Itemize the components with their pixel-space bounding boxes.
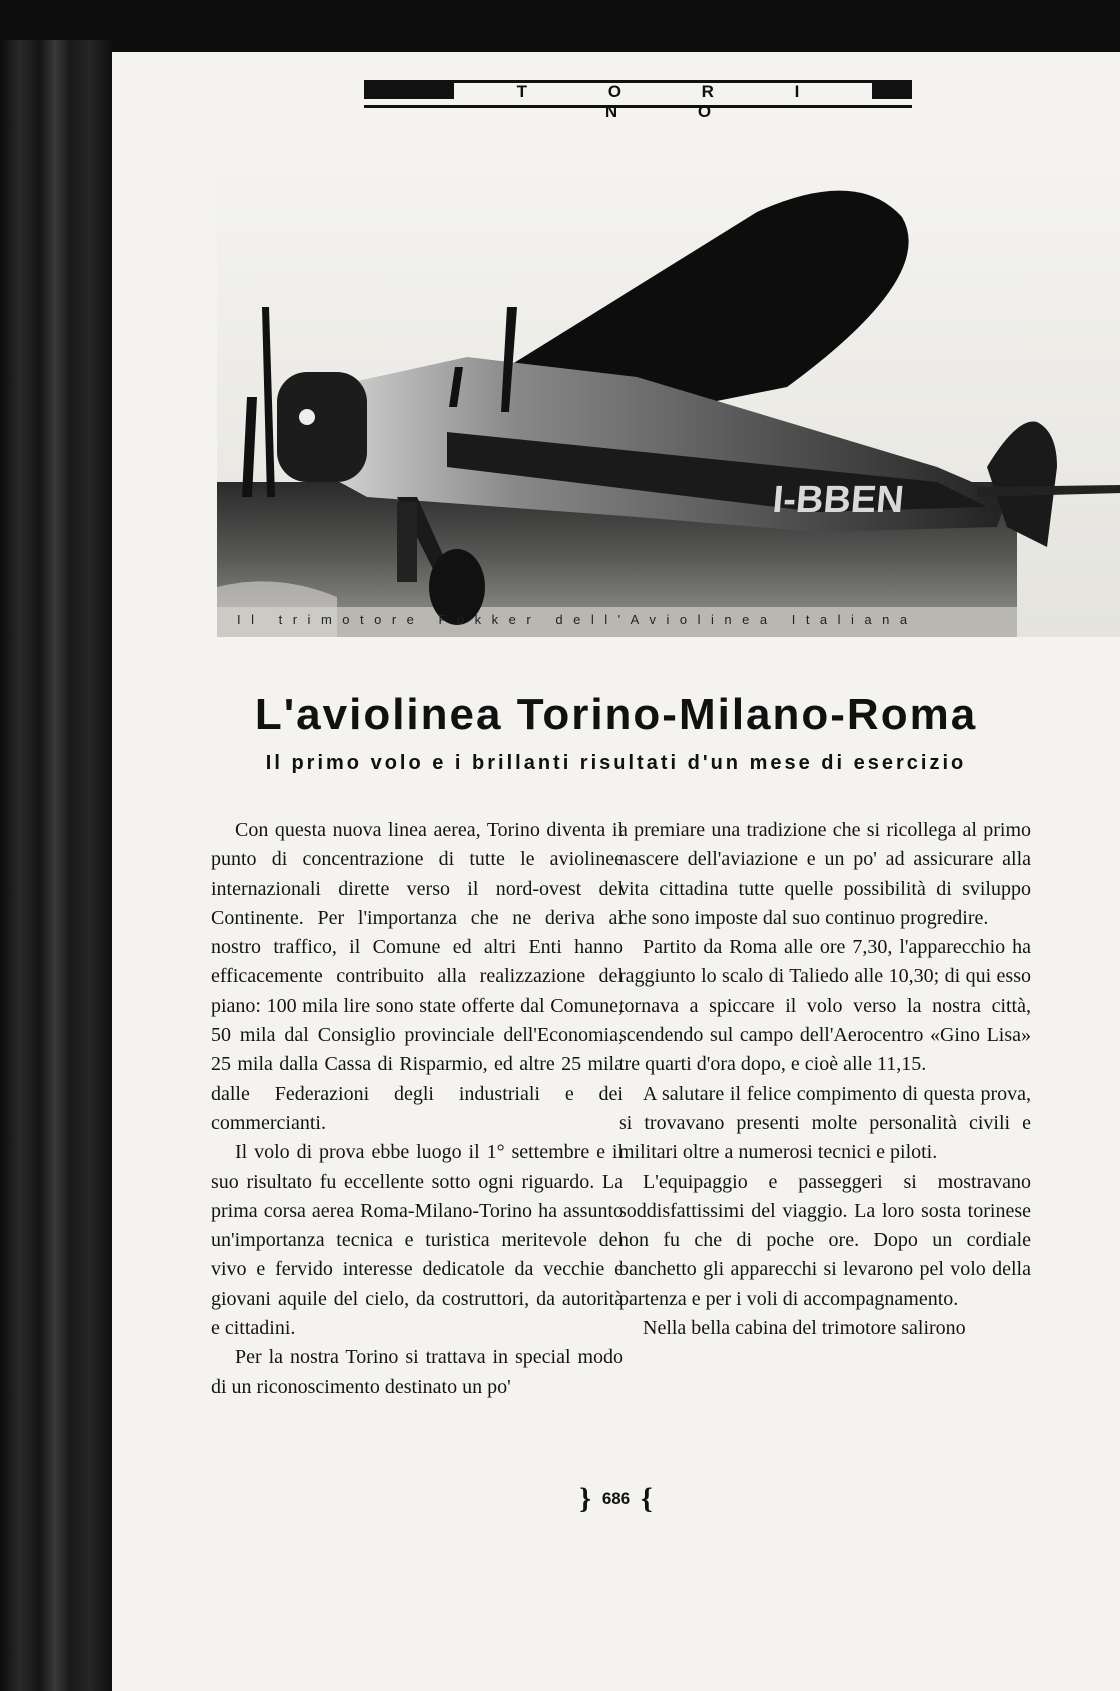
page-number [112,1482,1120,1516]
paragraph: L'equipaggio e passeggeri si mostravano soddisfattissimi del viaggio. La loro sosta torinese non fu che di poche ore. Dopo un cordiale banchetto gli apparecchi si levarono pel volo della partenza e per i voli di accompagnamento. [619,1170,1031,1310]
paragraph: Per la nostra Torino si trattava in special modo di un riconoscimento destinato un po' [211,1346,623,1398]
running-head-ornament-left [364,83,454,99]
scan-border-top [0,0,1120,52]
running-head-ornament-right [872,83,912,99]
book-spine [0,40,112,1691]
fokker-trimotor-photo [217,167,1120,637]
registration-mark: I-BBEN [771,479,906,521]
paragraph: Con questa nuova linea aerea, Torino diventa il punto di concentrazione di tutte le aviolinee internazionali dirette verso il nord-ovest del Continente. Per l'importanza che ne deriva al nostro traffico, il Comune ed altri Enti hanno efficacemente contribuito alla realizzazione del piano: 100 mila lire sono state offerte dal Comune, 50 mila dal Consiglio provinciale dell'Economia, 25 mila dalla Cassa di Risparmio, ed altre 25 mila dalle Federazioni degli industriali e dei commercianti. [211,819,623,1134]
folio-bracket-left: } [579,1482,592,1515]
paragraph: a premiare una tradizione che si ricollega al primo nascere dell'aviazione e un po' ad assicurare alla vita cittadina tutte quelle possibilità di sviluppo che sono imposte dal suo continuo progredire. [619,819,1031,929]
page-number-value: 686 [601,1489,631,1508]
running-head [364,80,912,121]
article-title: L'aviolinea Torino-Milano-Roma [254,690,978,739]
running-head-text: T O R I N O [516,82,838,121]
folio-bracket-right: { [640,1482,653,1515]
article-subtitle: Il primo volo e i brillanti risultati d'un mese di esercizio [265,752,967,774]
paragraph: Il volo di prova ebbe luogo il 1° settembre e il suo risultato fu eccellente sotto ogni riguardo. La prima corsa aerea Roma-Milano-Torino ha assunto un'importanza tecnica e turistica meritevole del vivo e fervido interesse dedicatole da vecchie e giovani aquile del cielo, da costruttori, da autorità e cittadini. [211,1141,623,1340]
text-column-right [619,816,1031,1343]
text-column-left [211,816,623,1402]
magazine-page [112,52,1120,1691]
paragraph: Partito da Roma alle ore 7,30, l'apparecchio ha raggiunto lo scalo di Taliedo alle 10,30; di qui esso tornava a spiccare il volo verso la nostra città, scendendo sul campo dell'Aerocentro «Gino Lisa» tre quarti d'ora dopo, e cioè alle 11,15. [619,936,1031,1076]
paragraph: Nella bella cabina del trimotore salirono [643,1317,966,1340]
paragraph: A salutare il felice compimento di questa prova, si trovavano presenti molte personalità civili e militari oltre a numerosi tecnici e piloti. [619,1082,1031,1164]
photo-caption: Il trimotore Fokker dell'Aviolinea Italiana [237,612,918,627]
